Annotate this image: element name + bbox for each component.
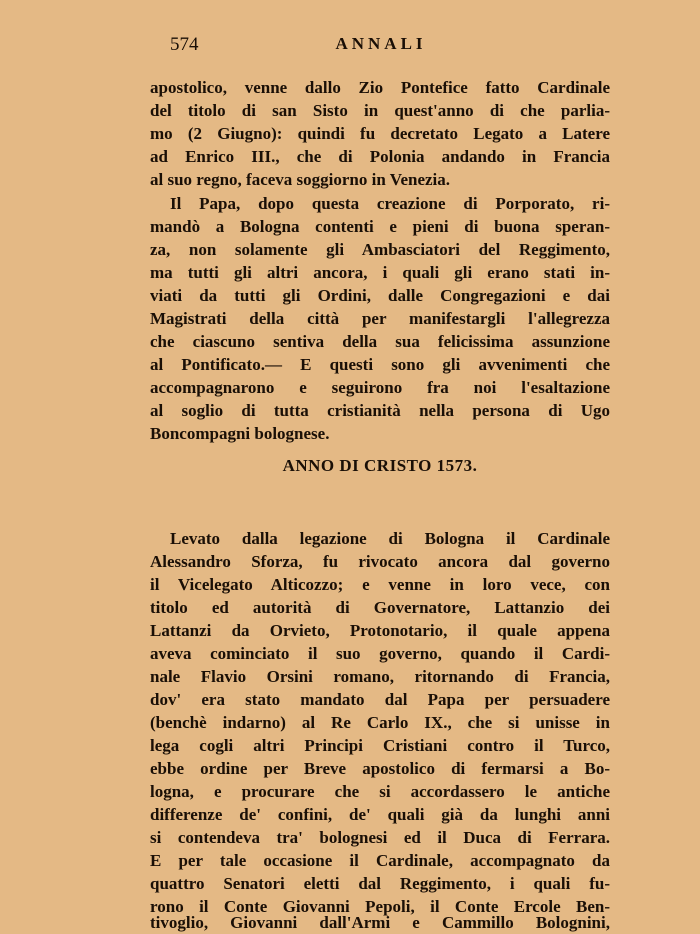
text-line: al soglio di tutta cristianità nella persona di Ugo — [150, 401, 610, 420]
text-line: (benchè indarno) al Re Carlo IX., che si unisse in — [150, 713, 610, 732]
text-line: ma tutti gli altri ancora, i quali gli erano stati in- — [150, 263, 610, 282]
text-line: mandò a Bologna contenti e pieni di buona speran- — [150, 217, 610, 236]
text-line: Il Papa, dopo questa creazione di Porporato, ri- — [170, 194, 610, 213]
text-line: apostolico, venne dallo Zio Pontefice fatto Cardinale — [150, 78, 610, 97]
text-line: accompagnarono e seguirono fra noi l'esaltazione — [150, 378, 610, 397]
text-line: il Vicelegato Alticozzo; e venne in loro vece, con — [150, 575, 610, 594]
text-line: al Pontificato.— E questi sono gli avvenimenti che — [150, 355, 610, 374]
text-line: aveva cominciato il suo governo, quando il Cardi- — [150, 644, 610, 663]
text-line: titolo ed autorità di Governatore, Lattanzio dei — [150, 598, 610, 617]
text-line: Alessandro Sforza, fu rivocato ancora dal governo — [150, 552, 610, 571]
section-heading: ANNO DI CRISTO 1573. — [282, 456, 478, 475]
text-line: logna, e procurare che si accordassero le antiche — [150, 782, 610, 801]
text-line: Levato dalla legazione di Bologna il Cardinale — [170, 529, 610, 548]
text-line: tivoglio, Giovanni dall'Armi e Cammillo Bolognini, — [150, 913, 610, 932]
text-line: che ciascuno sentiva della sua felicissima assunzione — [150, 332, 610, 351]
running-head — [150, 34, 612, 58]
text-line: Magistrati della città per manifestargli l'allegrezza — [150, 309, 610, 328]
text-line: dov' era stato mandato dal Papa per persuadere — [150, 690, 610, 709]
text-line: E per tale occasione il Cardinale, accompagnato da — [150, 851, 610, 870]
text-line: ad Enrico III., che di Polonia andando in Francia — [150, 147, 610, 166]
text-line: differenze de' confini, de' quali già da lunghi anni — [150, 805, 610, 824]
page-number: 574 — [170, 34, 199, 55]
text-line: viati da tutti gli Ordini, dalle Congregazioni e dai — [150, 286, 610, 305]
text-line: za, non solamente gli Ambasciatori del Reggimento, — [150, 240, 610, 259]
text-line: nale Flavio Orsini romano, ritornando di Francia, — [150, 667, 610, 686]
text-line: Lattanzi da Orvieto, Protonotario, il quale appena — [150, 621, 610, 640]
text-line: rono il Conte Giovanni Pepoli, il Conte Ercole Ben- — [150, 897, 610, 916]
text-line: ebbe ordine per Breve apostolico di fermarsi a Bo- — [150, 759, 610, 778]
text-line: quattro Senatori eletti dal Reggimento, i quali fu- — [150, 874, 610, 893]
text-line: mo (2 Giugno): quindi fu decretato Legato a Latere — [150, 124, 610, 143]
running-title: ANNALI — [335, 34, 427, 53]
text-line: Boncompagni bolognese. — [150, 424, 330, 443]
text-line: al suo regno, faceva soggiorno in Venezia. — [150, 170, 451, 189]
text-line: si contendeva tra' bolognesi ed il Duca di Ferrara. — [150, 828, 610, 847]
text-line: lega cogli altri Principi Cristiani contro il Turco, — [150, 736, 610, 755]
text-line: del titolo di san Sisto in quest'anno di che parlia- — [150, 101, 610, 120]
